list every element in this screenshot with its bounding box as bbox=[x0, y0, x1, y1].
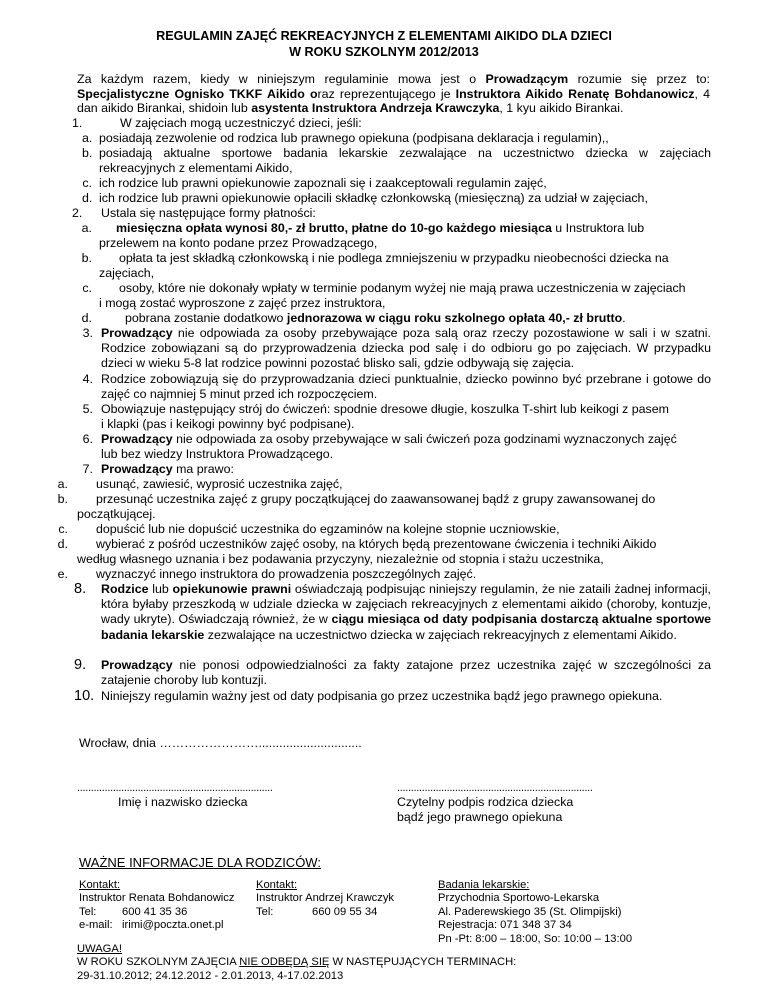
medical-line: Przychodnia Sportowo-Lekarska bbox=[438, 892, 600, 905]
medical-line: Rejestracja: 071 348 37 34 bbox=[438, 919, 572, 932]
signature-dots-parent: ....................................................................... bbox=[397, 782, 593, 794]
medical-line: Pn -Pt: 8:00 – 18:00, So: 10:00 – 13:00 bbox=[438, 932, 633, 945]
tel-label: Tel: bbox=[79, 905, 97, 918]
contact-name: Instruktor Andrzej Krawczyk bbox=[256, 892, 395, 905]
notice-heading: UWAGA! bbox=[77, 943, 122, 955]
tel-value: 600 41 35 36 bbox=[122, 905, 188, 918]
document-title-line2: W ROKU SZKOLNYM 2012/2013 bbox=[289, 45, 479, 59]
notice bbox=[77, 943, 516, 983]
intro-paragraph: Za każdym razem, kiedy w niniejszym regulaminie mowa jest o Prowadzącym rozumie się przez to: Specjalistyczne Ognisko TKKF Aikido oraz reprezentującego je Instruktora Aikido Renatę Bohdanowicz, 4 dan aikido Birankai, shidoin lub asystenta Instruktora Andrzeja Krawczyka, 1 kyu aikido Birankai. bbox=[77, 72, 710, 116]
notice-dates: 29-31.10.2012; 24.12.2012 - 2.01.2013, 4-17.02.2013 bbox=[77, 969, 344, 982]
contact-heading: Kontakt: bbox=[256, 879, 298, 891]
medical-line: Al. Paderewskiego 35 (St. Olimpijski) bbox=[438, 905, 622, 918]
mail-value: irimi@poczta.onet.pl bbox=[122, 919, 224, 932]
tel-label: Tel: bbox=[256, 905, 274, 918]
signature-label-parent-1: Czytelny podpis rodzica dziecka bbox=[397, 795, 574, 809]
medical-heading: Badania lekarskie: bbox=[438, 879, 530, 891]
signature-dots-child: ....................................................................... bbox=[77, 782, 273, 794]
info-heading: WAŻNE INFORMACJE DLA RODZICÓW: bbox=[79, 855, 321, 870]
medical-info bbox=[438, 879, 632, 946]
notice-text: W ROKU SZKOLNYM ZAJĘCIA NIE ODBĘDĄ SIĘ W NASTĘPUJĄCYCH TERMINACH: bbox=[77, 956, 517, 969]
document-title-line1: REGULAMIN ZAJĘĆ REKREACYJNYCH Z ELEMENTAMI AIKIDO DLA DZIECI bbox=[156, 29, 612, 43]
place-date-line: Wrocław, dnia …………………….............................. bbox=[79, 736, 362, 750]
tel-value: 660 09 55 34 bbox=[312, 905, 378, 918]
signature-label-parent-2: bądź jego prawnego opiekuna bbox=[397, 810, 563, 824]
contact-renata bbox=[79, 879, 234, 933]
contact-andrzej bbox=[256, 879, 394, 919]
contact-name: Instruktor Renata Bohdanowicz bbox=[79, 892, 235, 905]
signature-label-child: Imię i nazwisko dziecka bbox=[118, 795, 248, 809]
contact-heading: Kontakt: bbox=[79, 879, 121, 891]
mail-label: e-mail: bbox=[79, 919, 113, 932]
